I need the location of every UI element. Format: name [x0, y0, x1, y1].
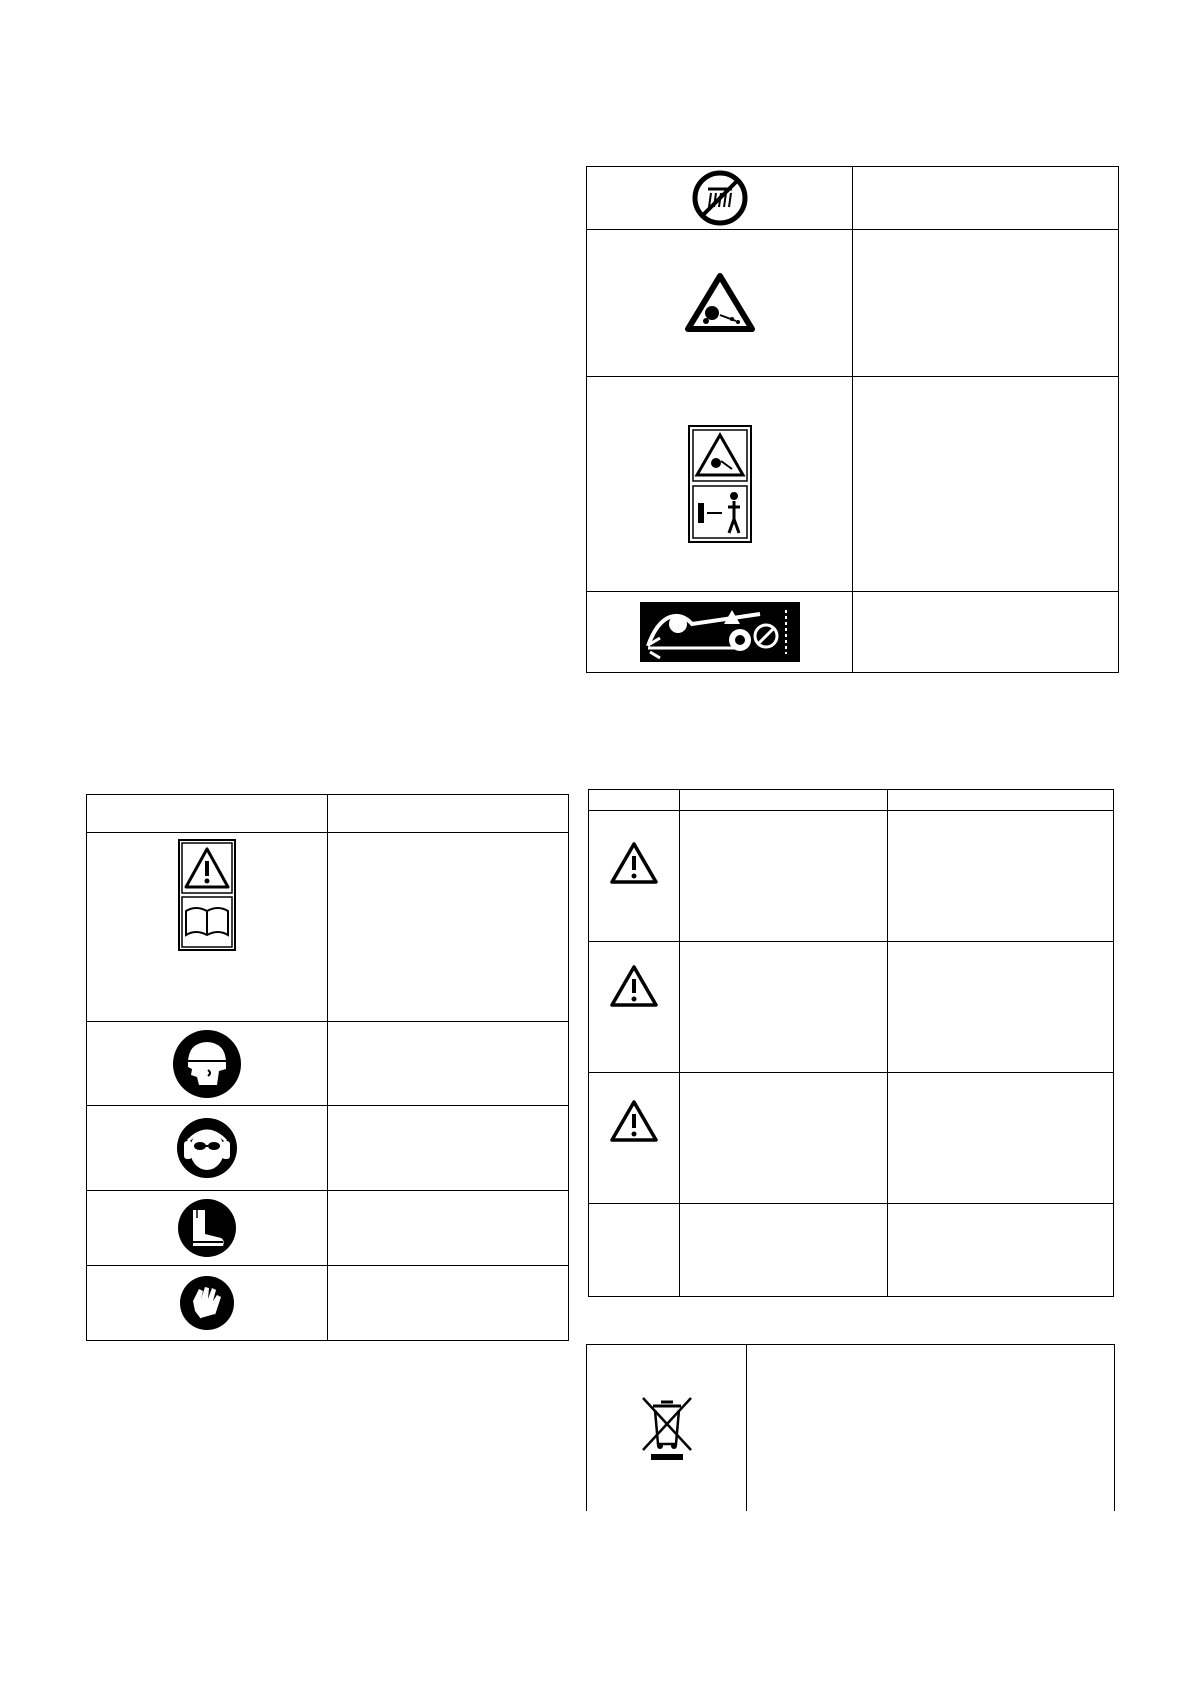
warning-triangle-icon — [609, 964, 659, 1008]
table-row — [589, 1204, 1114, 1297]
icon-cell — [589, 811, 680, 942]
signal-word-cell — [680, 942, 888, 1073]
description-cell — [328, 1022, 569, 1106]
table-row — [587, 1345, 1115, 1511]
table-row — [87, 1266, 569, 1341]
table-row — [587, 167, 1119, 230]
crossed-out-bin-icon — [637, 1394, 697, 1462]
wear-gloves-icon — [179, 1275, 235, 1331]
description-cell — [888, 1073, 1114, 1204]
signal-word-cell — [680, 1073, 888, 1204]
symbols-table — [586, 166, 1119, 673]
description-cell — [888, 1204, 1114, 1297]
column-header — [888, 790, 1114, 811]
table-header-row — [589, 790, 1114, 811]
table-row — [87, 833, 569, 1022]
column-header — [680, 790, 888, 811]
table-row — [589, 811, 1114, 942]
icon-cell — [587, 1345, 747, 1511]
table-row — [87, 1191, 569, 1266]
icon-cell — [87, 1266, 328, 1341]
thrown-objects-warning-icon — [684, 271, 756, 335]
table-row — [587, 377, 1119, 592]
blade-kickback-icon — [640, 602, 800, 662]
description-cell — [747, 1345, 1115, 1511]
no-rain-icon — [691, 169, 749, 227]
table-row — [589, 1073, 1114, 1204]
icon-cell — [587, 592, 853, 673]
icon-cell — [587, 377, 853, 592]
warning-triangle-icon — [609, 1099, 659, 1143]
description-cell — [328, 1106, 569, 1191]
icon-cell — [87, 1191, 328, 1266]
table-row — [87, 1022, 569, 1106]
description-cell — [853, 167, 1119, 230]
icon-cell — [589, 942, 680, 1073]
description-cell — [328, 1266, 569, 1341]
column-header — [87, 795, 328, 833]
icon-cell — [87, 833, 328, 1022]
icon-cell — [87, 1022, 328, 1106]
description-cell — [328, 1191, 569, 1266]
keep-distance-warning-icon — [688, 425, 752, 543]
table-header-row — [87, 795, 569, 833]
warning-triangle-icon — [609, 841, 659, 885]
protective-equipment-table — [86, 794, 569, 1341]
column-header — [328, 795, 569, 833]
read-manual-warning-icon — [178, 839, 236, 951]
signal-word-cell — [680, 811, 888, 942]
table-row — [87, 1106, 569, 1191]
icon-cell — [589, 1073, 680, 1204]
icon-cell — [587, 167, 853, 230]
table-row — [587, 592, 1119, 673]
column-header — [589, 790, 680, 811]
description-cell — [853, 230, 1119, 377]
disposal-table — [586, 1344, 1115, 1511]
signal-words-table — [588, 789, 1114, 1297]
wear-boots-icon — [177, 1198, 237, 1258]
description-cell — [853, 377, 1119, 592]
wear-eye-ear-protection-icon — [176, 1117, 238, 1179]
icon-cell — [87, 1106, 328, 1191]
description-cell — [888, 811, 1114, 942]
signal-word-cell — [680, 1204, 888, 1297]
icon-cell — [587, 230, 853, 377]
description-cell — [888, 942, 1114, 1073]
description-cell — [853, 592, 1119, 673]
wear-helmet-icon — [172, 1029, 242, 1099]
table-row — [587, 230, 1119, 377]
table-row — [589, 942, 1114, 1073]
description-cell — [328, 833, 569, 1022]
icon-cell — [589, 1204, 680, 1297]
